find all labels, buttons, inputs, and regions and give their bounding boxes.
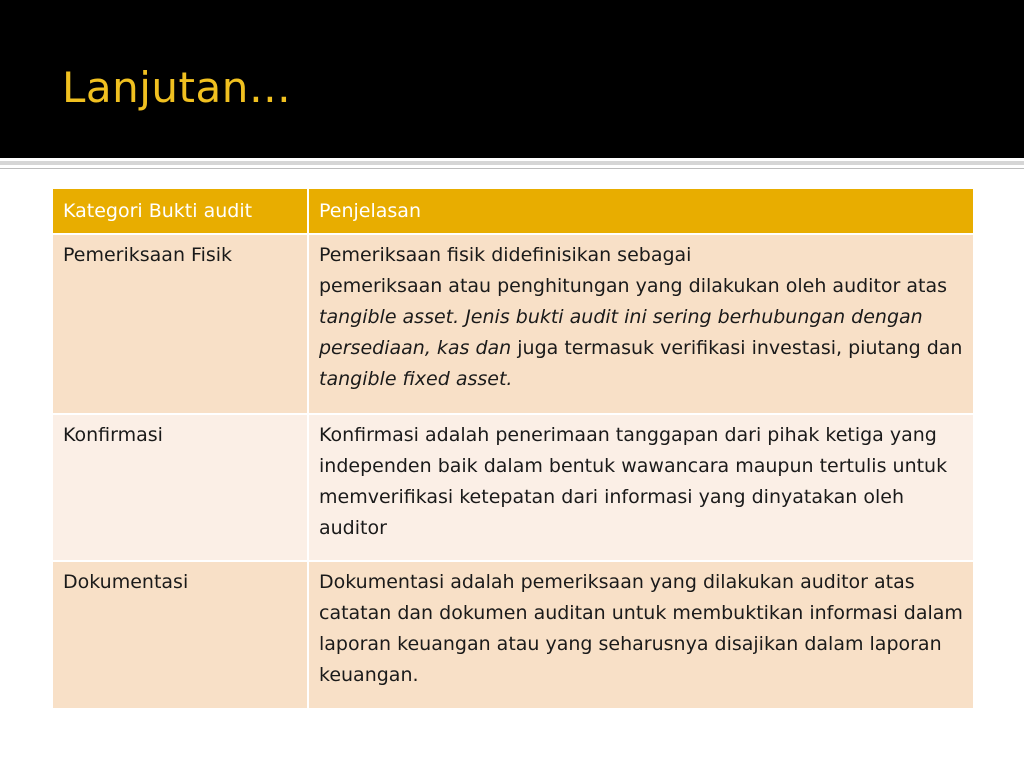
explanation-text: pemeriksaan atau penghitungan yang dilakukan oleh auditor atas bbox=[319, 275, 948, 297]
table-header-row bbox=[52, 188, 974, 234]
explanation-line: Pemeriksaan fisik didefinisikan sebagai bbox=[319, 244, 692, 266]
explanation-italic-text: tangible asset. Jenis bukti audit ini sering berhubungan dengan persediaan, kas dan bbox=[319, 306, 923, 359]
header-explanation: Penjelasan bbox=[308, 188, 974, 234]
title-divider bbox=[0, 161, 1024, 165]
category-cell: Konfirmasi bbox=[52, 414, 308, 561]
table-row bbox=[52, 561, 974, 709]
explanation-cell: Dokumentasi adalah pemeriksaan yang dilakukan auditor atas catatan dan dokumen auditan untuk membuktikan informasi dalam laporan keuangan atau yang seharusnya disajikan dalam laporan keuangan. bbox=[308, 561, 974, 709]
category-cell: Pemeriksaan Fisik bbox=[52, 234, 308, 414]
explanation-text: juga termasuk verifikasi investasi, piutang dan bbox=[511, 337, 963, 359]
category-cell: Dokumentasi bbox=[52, 561, 308, 709]
explanation-cell bbox=[308, 234, 974, 414]
slide-title: Lanjutan… bbox=[62, 63, 292, 112]
explanation-cell: Konfirmasi adalah penerimaan tanggapan dari pihak ketiga yang independen baik dalam bentuk wawancara maupun tertulis untuk memverifikasi ketepatan dari informasi yang dinyatakan oleh auditor bbox=[308, 414, 974, 561]
audit-evidence-table bbox=[51, 187, 975, 710]
table-row bbox=[52, 414, 974, 561]
header-category: Kategori Bukti audit bbox=[52, 188, 308, 234]
title-divider-thin bbox=[0, 168, 1024, 169]
title-bar bbox=[0, 0, 1024, 158]
table-row bbox=[52, 234, 974, 414]
explanation-italic-text: tangible fixed asset. bbox=[319, 368, 513, 390]
